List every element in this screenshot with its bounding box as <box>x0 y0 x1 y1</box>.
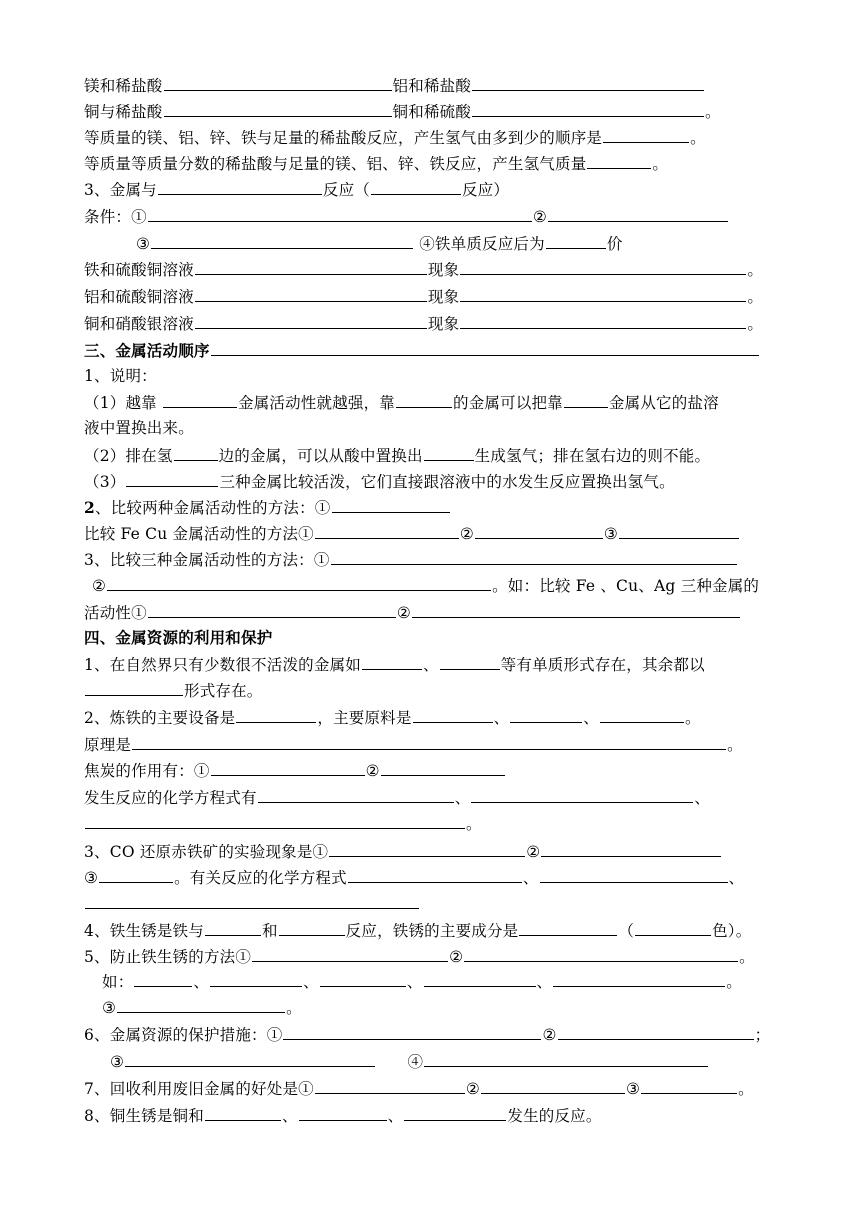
answer-blank[interactable] <box>315 520 459 539</box>
answer-blank[interactable] <box>210 968 302 987</box>
answer-blank[interactable] <box>148 599 396 618</box>
answer-blank[interactable] <box>603 124 689 143</box>
question-text: ② <box>396 604 411 622</box>
answer-blank[interactable] <box>460 310 746 329</box>
answer-blank[interactable] <box>283 1021 541 1040</box>
question-text: 。有关反应的化学方程式 <box>174 869 347 887</box>
answer-blank[interactable] <box>553 968 725 987</box>
question-text: 。 <box>286 999 302 1017</box>
worksheet-line <box>102 968 742 994</box>
question-text: ② <box>532 208 547 226</box>
answer-blank[interactable] <box>252 943 448 962</box>
question-text: （2）排在氢 <box>84 447 173 465</box>
question-text: ④ <box>376 1053 424 1071</box>
answer-blank[interactable] <box>424 442 474 461</box>
answer-blank[interactable] <box>329 838 525 857</box>
section-heading: 三、金属活动顺序 <box>84 341 210 360</box>
answer-blank[interactable] <box>381 757 505 776</box>
question-text: 。 <box>747 315 764 333</box>
question-text: 。 <box>747 288 764 306</box>
question-text: 形式存在。 <box>184 682 263 700</box>
answer-blank[interactable] <box>85 810 465 829</box>
question-text: 6、金属资源的保护措施：① <box>84 1026 283 1044</box>
answer-blank[interactable] <box>472 72 704 91</box>
question-text: 现象 <box>427 288 460 306</box>
question-text: 如： <box>102 973 134 991</box>
answer-blank[interactable] <box>211 337 759 356</box>
answer-blank[interactable] <box>460 256 746 275</box>
worksheet-line <box>84 494 451 520</box>
worksheet-line <box>84 625 272 651</box>
answer-blank[interactable] <box>548 203 728 222</box>
question-text: 3、比较三种金属活动性的方法：① <box>84 551 330 569</box>
answer-blank[interactable] <box>279 917 345 936</box>
worksheet-line <box>84 363 157 389</box>
question-text: 、比较两种金属活动性的方法：① <box>95 499 331 517</box>
worksheet-line <box>84 1075 754 1101</box>
answer-blank[interactable] <box>126 468 218 487</box>
question-text: ④铁单质反应后为 <box>414 235 545 253</box>
answer-blank[interactable] <box>412 599 740 618</box>
question-text: 、 <box>694 789 711 807</box>
question-text: ③ <box>110 1053 125 1071</box>
question-text: 色）。 <box>712 922 752 940</box>
worksheet-line <box>84 415 194 441</box>
question-text: 比较 Fe Cu 金属活动性的方法① <box>84 525 314 543</box>
question-text: 8、铜生锈是铜和 <box>84 1107 204 1125</box>
question-text: 铝和稀盐酸 <box>392 77 472 95</box>
worksheet-line <box>84 283 763 309</box>
answer-blank[interactable] <box>460 283 746 302</box>
worksheet-line <box>84 337 760 363</box>
worksheet-line <box>84 310 763 336</box>
question-text: 、 <box>303 973 319 991</box>
question-text: 活动性① <box>84 604 147 622</box>
question-text: 镁和稀盐酸 <box>84 77 163 95</box>
question-text: ② <box>92 577 107 595</box>
question-text: （1）越靠 <box>84 394 162 412</box>
worksheet-line <box>84 98 721 124</box>
question-text: 7、回收利用废旧金属的好处是① <box>84 1080 314 1098</box>
answer-blank[interactable] <box>148 203 532 222</box>
answer-blank[interactable] <box>134 968 192 987</box>
question-text: 、 <box>522 869 539 887</box>
question-text: 。如：比较 Fe 、Cu、Ag 三种金属的 <box>492 577 760 595</box>
question-text: ③ <box>603 525 619 543</box>
question-text: 4、铁生锈是铁与 <box>84 922 204 940</box>
answer-blank[interactable] <box>600 704 684 723</box>
answer-blank[interactable] <box>331 546 737 565</box>
question-text: 现象 <box>427 315 460 333</box>
question-text: 。 <box>466 815 482 833</box>
question-text: 。 <box>690 129 706 147</box>
worksheet-line <box>84 468 675 494</box>
answer-blank[interactable] <box>619 520 739 539</box>
answer-blank[interactable] <box>315 1075 465 1094</box>
answer-blank[interactable] <box>587 150 651 169</box>
worksheet-line <box>84 677 263 703</box>
worksheet-line <box>84 651 705 677</box>
worksheet-line <box>84 943 755 969</box>
answer-blank[interactable] <box>404 1102 506 1121</box>
worksheet-line <box>84 810 482 836</box>
question-text: 铜与稀盐酸 <box>84 103 163 121</box>
worksheet-line <box>84 757 506 783</box>
answer-blank[interactable] <box>464 943 738 962</box>
answer-blank[interactable] <box>558 1021 754 1040</box>
worksheet-line <box>84 442 710 468</box>
section-heading: 2 <box>84 498 95 517</box>
answer-blank[interactable] <box>424 1048 708 1067</box>
worksheet-line <box>84 256 763 282</box>
answer-blank[interactable] <box>471 784 693 803</box>
answer-blank[interactable] <box>332 494 450 513</box>
worksheet-line <box>84 1102 602 1128</box>
worksheet-line <box>84 176 509 202</box>
worksheet-line <box>136 230 623 256</box>
question-text: 。 <box>705 103 721 121</box>
answer-blank[interactable] <box>85 677 183 696</box>
question-text: ； <box>754 1026 771 1044</box>
question-text: ② <box>465 1080 480 1098</box>
question-text: 现象 <box>427 261 460 279</box>
worksheet-line <box>84 72 705 98</box>
answer-blank[interactable] <box>107 572 491 591</box>
answer-blank[interactable] <box>205 1102 281 1121</box>
question-text: 反应） <box>461 181 510 199</box>
question-text: 生成氢气；排在氢右边的则不能。 <box>474 447 711 465</box>
question-text: 3、CO 还原赤铁矿的实验现象是① <box>84 843 329 861</box>
answer-blank[interactable] <box>396 389 452 408</box>
question-text: 铁和硫酸铜溶液 <box>84 261 194 279</box>
question-text: 、 <box>281 1107 298 1125</box>
worksheet-line <box>110 1048 709 1074</box>
answer-blank[interactable] <box>541 838 721 857</box>
question-text: 三种金属比较活泼，它们直接跟溶液中的水发生反应置换出氢气。 <box>219 473 675 491</box>
worksheet-line <box>84 704 701 730</box>
answer-blank[interactable] <box>174 442 218 461</box>
question-text: 、 <box>536 973 553 991</box>
question-text: 。 <box>726 973 742 991</box>
answer-blank[interactable] <box>472 98 704 117</box>
worksheet-line <box>84 731 743 757</box>
question-text: 金属从它的盐溶 <box>608 394 719 412</box>
question-text: ③ <box>136 235 151 253</box>
answer-blank[interactable] <box>641 1075 737 1094</box>
worksheet-line <box>102 994 302 1020</box>
question-text: 发生反应的化学方程式有 <box>84 789 257 807</box>
answer-blank[interactable] <box>519 917 617 936</box>
question-text: 等有单质形式存在，其余都以 <box>500 656 705 674</box>
question-text: 、 <box>422 656 439 674</box>
worksheet-line <box>84 124 706 150</box>
answer-blank[interactable] <box>236 704 316 723</box>
answer-blank[interactable] <box>195 283 427 302</box>
answer-blank[interactable] <box>125 1048 375 1067</box>
question-text: ② <box>459 525 474 543</box>
question-text: 焦炭的作用有：① <box>84 762 210 780</box>
question-text: 1、说明： <box>84 367 157 385</box>
question-text: 3、金属与 <box>84 181 157 199</box>
question-text: 、 <box>193 973 210 991</box>
question-text: 发生的反应。 <box>507 1107 602 1125</box>
answer-blank[interactable] <box>117 994 285 1013</box>
answer-blank[interactable] <box>635 917 711 936</box>
question-text: ③ <box>84 869 99 887</box>
question-text: 。 <box>739 948 755 966</box>
answer-blank[interactable] <box>540 864 728 883</box>
question-text: ③ <box>102 999 117 1017</box>
section-heading: 四、金属资源的利用和保护 <box>84 628 273 647</box>
question-text: ② <box>526 843 541 861</box>
question-text: 铝和硫酸铜溶液 <box>84 288 194 306</box>
answer-blank[interactable] <box>475 520 603 539</box>
answer-blank[interactable] <box>195 310 427 329</box>
question-text: ② <box>365 762 380 780</box>
worksheet-line <box>84 784 710 810</box>
worksheet-line <box>84 520 740 546</box>
answer-blank[interactable] <box>546 230 606 249</box>
question-text: 、 <box>728 869 745 887</box>
question-text: 液中置换出来。 <box>84 419 194 437</box>
answer-blank[interactable] <box>158 176 322 195</box>
question-text: 铜和稀硫酸 <box>392 103 472 121</box>
worksheet-line <box>92 572 759 598</box>
answer-blank[interactable] <box>151 230 413 249</box>
question-text: ，主要原料是 <box>317 709 412 727</box>
worksheet-line <box>84 890 420 916</box>
question-text: 1、在自然界只有少数很不活泼的金属如 <box>84 656 361 674</box>
answer-blank[interactable] <box>258 784 454 803</box>
answer-blank[interactable] <box>211 757 365 776</box>
worksheet-line <box>84 917 751 943</box>
question-text: 反应（ <box>322 181 370 199</box>
question-text: 、 <box>583 709 599 727</box>
answer-blank[interactable] <box>564 389 608 408</box>
question-text: 价 <box>606 235 623 253</box>
worksheet-line <box>84 150 668 176</box>
question-text: 5、防止铁生锈的方法① <box>84 948 252 966</box>
question-text: 等质量的镁、铝、锌、铁与足量的稀盐酸反应，产生氢气由多到少的顺序是 <box>84 129 603 147</box>
question-text: 。 <box>738 1080 754 1098</box>
question-text: ② <box>542 1026 557 1044</box>
question-text: 。 <box>684 709 701 727</box>
question-text: 反应，铁锈的主要成分是 <box>345 922 519 940</box>
worksheet-line <box>84 389 719 415</box>
question-text: 原理是 <box>84 736 132 754</box>
question-text: ② <box>449 948 464 966</box>
answer-blank[interactable] <box>195 256 427 275</box>
answer-blank[interactable] <box>440 651 500 670</box>
question-text: 、 <box>406 973 423 991</box>
answer-blank[interactable] <box>413 704 493 723</box>
question-text: （3） <box>84 473 126 491</box>
question-text: 。 <box>652 155 669 173</box>
worksheet-line <box>84 599 741 625</box>
worksheet-line <box>84 203 729 229</box>
answer-blank[interactable] <box>481 1075 625 1094</box>
question-text: 金属活动性就越强，靠 <box>238 394 396 412</box>
answer-blank[interactable] <box>164 72 392 91</box>
question-text: 条件：① <box>84 208 147 226</box>
question-text: 、 <box>387 1107 404 1125</box>
answer-blank[interactable] <box>85 890 419 909</box>
worksheet-line <box>84 546 738 572</box>
answer-blank[interactable] <box>371 176 461 195</box>
question-text: 、 <box>493 709 510 727</box>
answer-blank[interactable] <box>299 1102 387 1121</box>
question-text: 边的金属，可以从酸中置换出 <box>218 447 423 465</box>
question-text: 、 <box>454 789 471 807</box>
question-text: 和 <box>261 922 278 940</box>
worksheet-line <box>84 1021 770 1047</box>
worksheet-line <box>84 864 744 890</box>
question-text: 铜和硝酸银溶液 <box>84 315 194 333</box>
answer-blank[interactable] <box>132 731 726 750</box>
question-text: ③ <box>625 1080 641 1098</box>
question-text: 。 <box>727 736 743 754</box>
answer-blank[interactable] <box>164 98 392 117</box>
answer-blank[interactable] <box>320 968 406 987</box>
question-text: 。 <box>747 261 764 279</box>
answer-blank[interactable] <box>348 864 522 883</box>
question-text: 2、炼铁的主要设备是 <box>84 709 236 727</box>
answer-blank[interactable] <box>362 651 422 670</box>
question-text: 等质量等质量分数的稀盐酸与足量的镁、铝、锌、铁反应，产生氢气质量 <box>84 155 587 173</box>
answer-blank[interactable] <box>510 704 582 723</box>
answer-blank[interactable] <box>163 389 237 408</box>
answer-blank[interactable] <box>99 864 173 883</box>
question-text: 的金属可以把靠 <box>453 394 563 412</box>
answer-blank[interactable] <box>424 968 536 987</box>
worksheet-line <box>84 838 722 864</box>
question-text: （ <box>618 922 635 940</box>
answer-blank[interactable] <box>205 917 261 936</box>
